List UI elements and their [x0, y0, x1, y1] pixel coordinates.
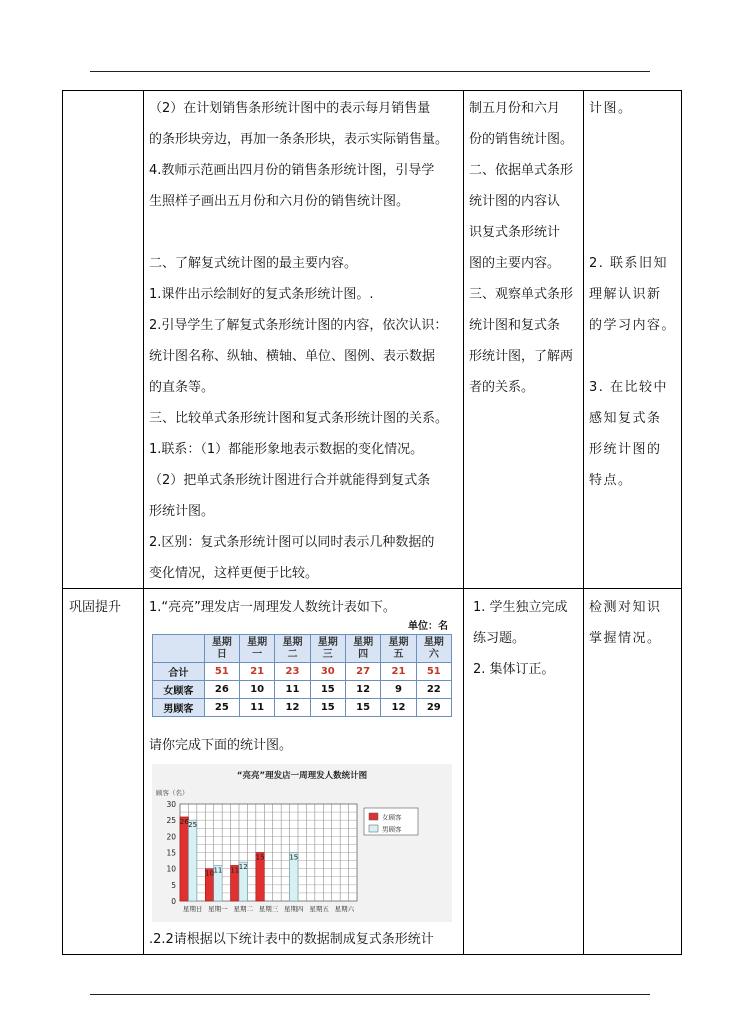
col-divider-3 — [583, 90, 584, 955]
bar-data-label: 15 — [255, 853, 265, 862]
text-line: 者的关系。 — [469, 380, 535, 395]
text-line: 统计图的内容认 — [469, 194, 561, 209]
text-line: 形统计图。 — [149, 504, 215, 519]
y-tick-label: 30 — [166, 800, 176, 809]
text-line: 变化情况，这样更便于比较。 — [149, 566, 319, 581]
stats-cell: 12 — [275, 699, 310, 717]
col-divider-2 — [463, 90, 464, 955]
stats-row — [153, 663, 452, 681]
stats-cell: 11 — [239, 699, 274, 717]
x-tick-label: 星期二 — [233, 905, 253, 913]
text-line: 的条形块旁边，再加一条条形块，表示实际销售量。 — [149, 132, 449, 147]
text-line — [589, 186, 677, 217]
text-line — [589, 155, 677, 186]
row2-next-task: .2.2请根据以下统计表中的数据制成复式条形统计 — [149, 932, 434, 947]
text-line: 2. 联系旧知 — [589, 256, 669, 271]
legend-label: 女顾客 — [382, 813, 402, 822]
bar-data-label: 15 — [289, 853, 299, 862]
header-rule — [90, 71, 650, 72]
text-line: 统计图和复式条 — [469, 318, 561, 333]
row2-intro: 1.“亮亮”理发店一周理发人数统计表如下。 — [149, 600, 396, 615]
stats-cell: 10 — [239, 681, 274, 699]
y-tick-label: 20 — [166, 832, 176, 842]
x-tick-label: 星期四 — [284, 905, 304, 913]
stats-cell: 12 — [345, 681, 380, 699]
stats-cell: 51 — [204, 663, 239, 681]
text-line: 2. 集体订正。 — [473, 662, 555, 677]
stats-cell: 23 — [275, 663, 310, 681]
y-tick-label: 10 — [166, 864, 176, 874]
bar-female — [180, 817, 188, 901]
stats-day-header: 星期 六 — [416, 635, 451, 663]
stats-unit: 单位：名 — [408, 621, 448, 632]
text-line: 2.引导学生了解复式条形统计图的内容，依次认识： — [149, 318, 448, 333]
text-line — [589, 217, 677, 248]
text-line: 的学习内容。 — [589, 318, 677, 333]
row2-instruction: 请你完成下面的统计图。 — [149, 738, 293, 753]
bar-data-label: 10 — [205, 869, 214, 878]
stats-cell: 15 — [345, 699, 380, 717]
stats-corner — [153, 635, 205, 663]
row1-student-activity — [469, 93, 579, 403]
y-tick-label: 0 — [171, 897, 176, 906]
stats-cell: 29 — [416, 699, 451, 717]
stats-day-header: 星期 三 — [310, 635, 345, 663]
x-tick-label: 星期一 — [208, 905, 228, 913]
chart-ylabel: 顾客（名） — [156, 789, 189, 797]
text-line: 2.区别：复式条形统计图可以同时表示几种数据的 — [149, 535, 435, 550]
stats-table — [152, 634, 452, 717]
stats-cell: 27 — [345, 663, 380, 681]
stats-row-label: 合计 — [153, 663, 205, 681]
footer-rule — [90, 994, 650, 995]
x-tick-label: 星期日 — [182, 905, 203, 913]
text-line: （2）把单式条形统计图进行合并就能得到复式条 — [149, 473, 431, 488]
text-line: 练习题。 — [473, 631, 526, 646]
stats-day-header: 星期 五 — [381, 635, 416, 663]
stats-row — [153, 681, 452, 699]
col-divider-1 — [143, 90, 144, 955]
stats-cell: 11 — [275, 681, 310, 699]
text-line: 特点。 — [589, 473, 633, 488]
stats-cell: 21 — [381, 663, 416, 681]
text-line: 识复式条形统计 — [469, 225, 561, 240]
stats-cell: 22 — [416, 681, 451, 699]
text-line: 图的主要内容。 — [469, 256, 561, 271]
stats-cell: 15 — [310, 699, 345, 717]
x-tick-label: 星期三 — [258, 905, 279, 913]
chart-title: “亮亮”理发店一周理发人数统计图 — [236, 771, 368, 781]
text-line: 形统计图的 — [589, 442, 662, 457]
stats-header-row — [153, 635, 452, 663]
bar-data-label: 11 — [230, 866, 240, 875]
text-line: 3. 在比较中 — [589, 380, 669, 395]
stats-cell: 30 — [310, 663, 345, 681]
stats-cell: 12 — [381, 699, 416, 717]
bar-data-label: 26 — [179, 817, 189, 826]
legend-swatch — [369, 813, 378, 820]
stats-row-label: 男顾客 — [153, 699, 205, 717]
text-line: 三、观察单式条形 — [469, 287, 574, 302]
stats-row — [153, 699, 452, 717]
text-line: 统计图名称、纵轴、横轴、单位、图例、表示数据 — [149, 349, 436, 364]
text-line: 二、依据单式条形 — [469, 163, 574, 178]
x-tick-label: 星期六 — [334, 905, 355, 913]
stats-cell: 25 — [204, 699, 239, 717]
text-line: 感知复式条 — [589, 411, 662, 426]
bar-chart — [152, 764, 452, 922]
y-tick-label: 5 — [171, 880, 176, 890]
text-line: 计图。 — [589, 101, 633, 116]
legend-label: 男顾客 — [382, 825, 402, 834]
text-line: 掌握情况。 — [589, 631, 662, 646]
text-line: 制五月份和六月 — [469, 101, 561, 116]
stats-cell: 15 — [310, 681, 345, 699]
bar-male — [188, 820, 196, 901]
text-line — [149, 217, 459, 248]
stats-cell: 51 — [416, 663, 451, 681]
text-line: 份的销售统计图。 — [469, 132, 574, 147]
row1-content — [149, 93, 459, 589]
text-line: 1.课件出示绘制好的复式条形统计图。. — [149, 287, 374, 302]
stats-cell: 9 — [381, 681, 416, 699]
stats-day-header: 星期 日 — [204, 635, 239, 663]
stats-cell: 21 — [239, 663, 274, 681]
text-line: 形统计图，了解两 — [469, 349, 574, 364]
stats-row-label: 女顾客 — [153, 681, 205, 699]
row2-stage-label: 巩固提升 — [69, 600, 122, 615]
y-tick-label: 25 — [166, 816, 176, 826]
text-line: 检测对知识 — [589, 600, 662, 615]
bar-data-label: 12 — [238, 863, 248, 872]
text-line: 1.联系：（1）都能形象地表示数据的变化情况。 — [149, 442, 424, 457]
x-tick-label: 星期五 — [309, 905, 329, 913]
bar-data-label: 11 — [213, 866, 223, 875]
text-line: 三、比较单式条形统计图和复式条形统计图的关系。 — [149, 411, 449, 426]
row1-design-intent — [589, 93, 677, 496]
text-line: 4.教师示范画出四月份的销售条形统计图，引导学 — [149, 163, 435, 178]
stats-day-header: 星期 二 — [275, 635, 310, 663]
legend-swatch — [369, 825, 378, 832]
text-line: 理解认识新 — [589, 287, 662, 302]
bar-data-label: 25 — [188, 821, 198, 830]
text-line — [589, 124, 677, 155]
y-tick-label: 15 — [166, 848, 176, 858]
stats-cell: 26 — [204, 681, 239, 699]
text-line: 的直条等。 — [149, 380, 215, 395]
row2-design-intent — [589, 592, 677, 654]
row2-student-activity — [473, 592, 579, 685]
stats-day-header: 星期 四 — [345, 635, 380, 663]
text-line: （2）在计划销售条形统计图中的表示每月销售量 — [149, 101, 431, 116]
text-line — [589, 341, 677, 372]
text-line: 二、了解复式统计图的最主要内容。 — [149, 256, 358, 271]
text-line: 1. 学生独立完成 — [473, 600, 568, 615]
stats-day-header: 星期 一 — [239, 635, 274, 663]
text-line: 生照样子画出五月份和六月份的销售统计图。 — [149, 194, 410, 209]
stats-table-wrap — [152, 620, 452, 717]
